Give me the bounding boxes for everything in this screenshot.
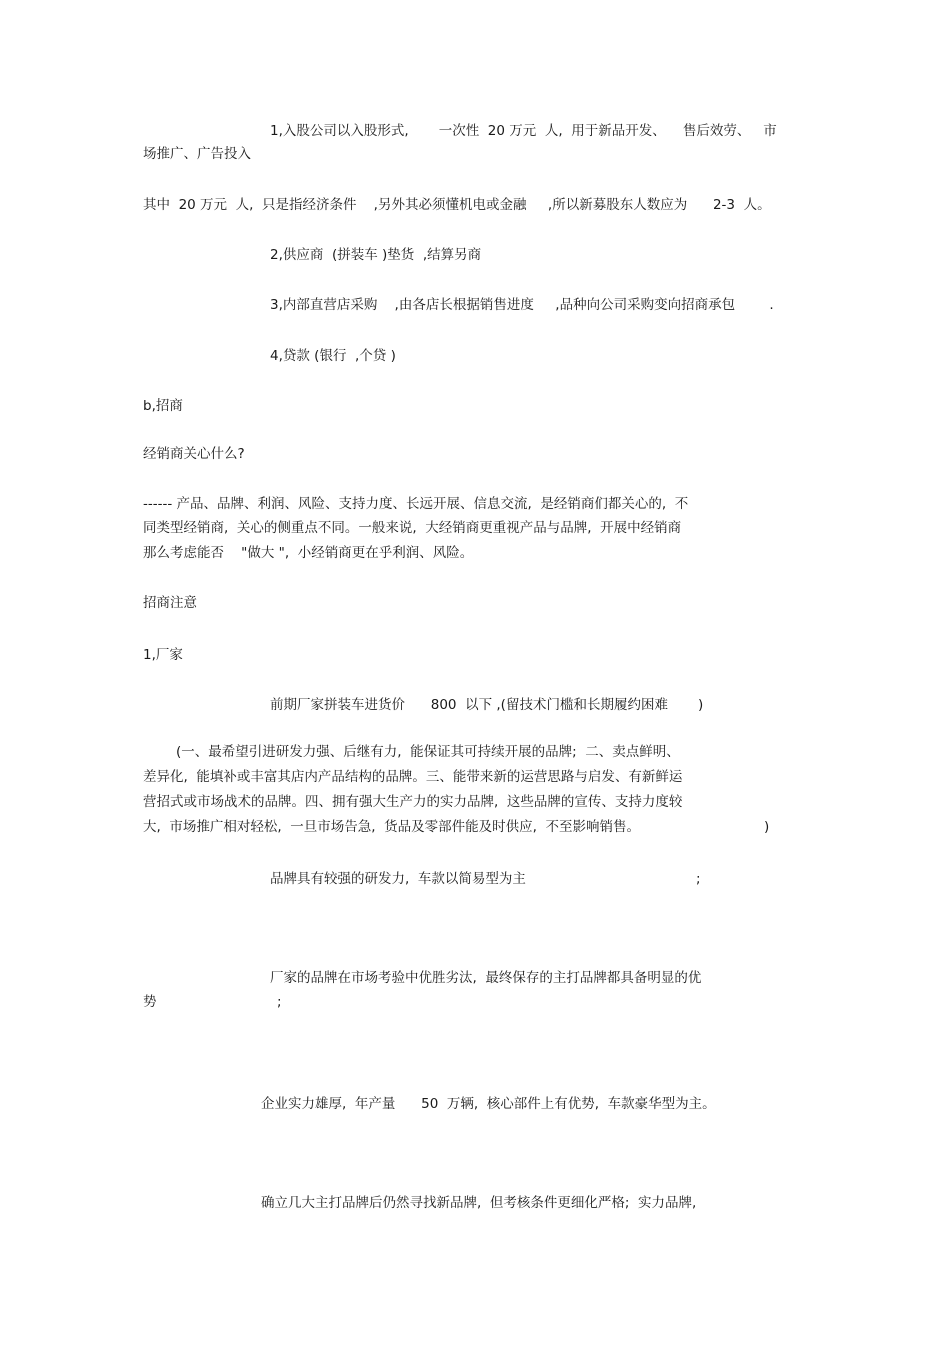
text-line: ) bbox=[764, 819, 770, 835]
section-heading: b,招商 bbox=[143, 398, 183, 414]
text-line: 势 bbox=[143, 994, 157, 1010]
text-line: 经销商关心什么? bbox=[143, 446, 245, 462]
text-line: 大, 市场推广相对轻松, 一旦市场告急, 货品及零部件能及时供应, 不至影响销售。 bbox=[143, 819, 640, 835]
text-line: 前期厂家拼装车进货价 800 以下 ,(留技术门槛和长期履约困难 ) bbox=[270, 697, 704, 713]
text-line: 厂家的品牌在市场考验中优胜劣汰, 最终保存的主打品牌都具备明显的优 bbox=[270, 970, 702, 986]
text-line: 那么考虑能否 "做大 ", 小经销商更在乎利润、风险。 bbox=[143, 545, 474, 561]
text-line: 其中 20 万元 人, 只是指经济条件 ,另外其必须懂机电或金融 ,所以新募股东人数应为 2-3 人。 bbox=[143, 197, 771, 213]
text-line: 4,贷款 (银行 ,个贷 ) bbox=[270, 348, 396, 364]
text-line: (一、最希望引进研发力强、后继有力, 能保证其可持续开展的品牌; 二、卖点鲜明、 bbox=[176, 744, 680, 760]
text-line: 1,厂家 bbox=[143, 647, 183, 663]
text-line: 营招式或市场战术的品牌。四、拥有强大生产力的实力品牌, 这些品牌的宣传、支持力度较 bbox=[143, 794, 683, 810]
text-line: ; bbox=[277, 994, 282, 1010]
text-line: 确立几大主打品牌后仍然寻找新品牌, 但考核条件更细化严格; 实力品牌, bbox=[261, 1195, 697, 1211]
text-line: 场推广、广告投入 bbox=[143, 146, 251, 162]
text-line: ------ 产品、品牌、利润、风险、支持力度、长远开展、信息交流, 是经销商们都关心的, 不 bbox=[143, 496, 689, 512]
text-line: 2,供应商 (拼装车 )垫货 ,结算另商 bbox=[270, 247, 482, 263]
text-line: 1,入股公司以入股形式, 一次性 20 万元 人, 用于新品开发、 售后效劳、 市 bbox=[270, 123, 777, 139]
text-line: 同类型经销商, 关心的侧重点不同。一般来说, 大经销商更重视产品与品牌, 开展中经销商 bbox=[143, 520, 682, 536]
text-line: ; bbox=[696, 871, 701, 887]
text-line: 企业实力雄厚, 年产量 50 万辆, 核心部件上有优势, 车款豪华型为主。 bbox=[261, 1096, 716, 1112]
section-heading: 招商注意 bbox=[143, 595, 197, 611]
text-line: 品牌具有较强的研发力, 车款以简易型为主 bbox=[270, 871, 526, 887]
text-line: 差异化, 能填补或丰富其店内产品结构的品牌。三、能带来新的运营思路与启发、有新鲜运 bbox=[143, 769, 683, 785]
text-line: 3,内部直营店采购 ,由各店长根据销售进度 ,品种向公司采购变向招商承包 . bbox=[270, 297, 774, 313]
